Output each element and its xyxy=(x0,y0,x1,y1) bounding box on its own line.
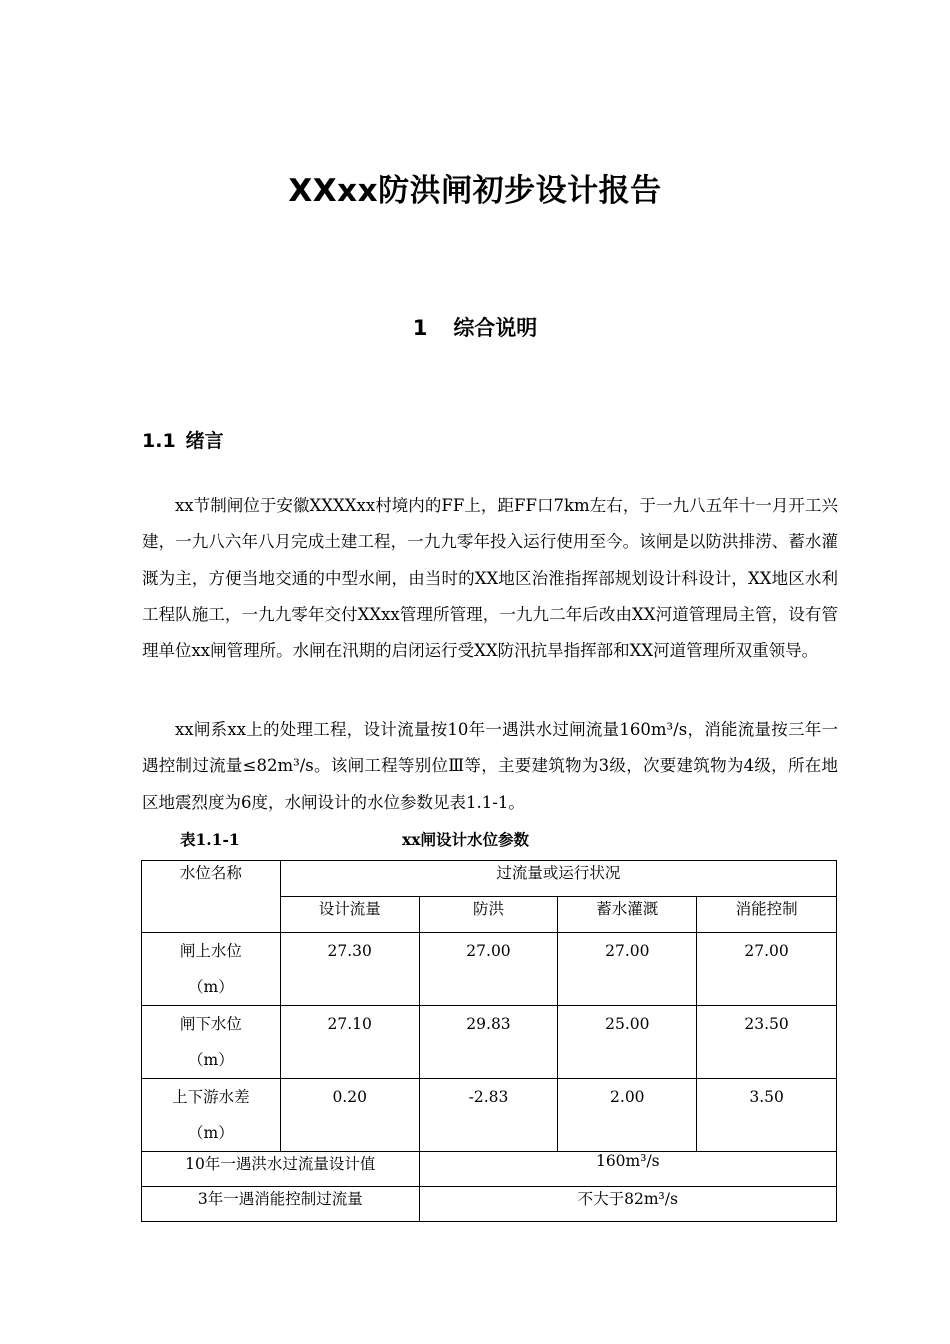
table-row xyxy=(142,1079,837,1152)
chapter-heading xyxy=(0,312,950,342)
row-unit: （m） xyxy=(188,1051,234,1069)
footer-label: 10年一遇洪水过流量设计值 xyxy=(142,1152,420,1187)
footer-value: 不大于82m³/s xyxy=(419,1187,836,1222)
column-header: 消能控制 xyxy=(697,897,837,933)
row-unit: （m） xyxy=(188,978,234,996)
table-cell: 0.20 xyxy=(280,1079,419,1152)
table-cell: 29.83 xyxy=(419,1006,558,1079)
table-cell: 23.50 xyxy=(697,1006,837,1079)
row-label: 上下游水差 xyxy=(172,1088,250,1106)
table-row xyxy=(142,1006,837,1079)
row-unit: （m） xyxy=(188,1124,234,1142)
table-cell: 27.00 xyxy=(419,933,558,1006)
header-level-name: 水位名称 xyxy=(142,861,281,933)
table-footer-row xyxy=(142,1152,837,1187)
row-label-cell xyxy=(142,1006,281,1079)
table-cell: 3.50 xyxy=(697,1079,837,1152)
table-cell: 27.00 xyxy=(697,933,837,1006)
table-caption-title: xx闸设计水位参数 xyxy=(402,830,529,849)
table-cell: -2.83 xyxy=(419,1079,558,1152)
table-row xyxy=(142,933,837,1006)
row-label: 闸下水位 xyxy=(179,1015,242,1033)
section-number: 1.1 xyxy=(142,430,176,452)
column-header: 蓄水灌溉 xyxy=(558,897,697,933)
header-group: 过流量或运行状况 xyxy=(280,861,836,897)
section-heading xyxy=(142,426,224,453)
row-label: 闸上水位 xyxy=(179,942,242,960)
column-header: 设计流量 xyxy=(280,897,419,933)
footer-label: 3年一遇消能控制过流量 xyxy=(142,1187,420,1222)
table-cell: 2.00 xyxy=(558,1079,697,1152)
table-cell: 27.30 xyxy=(280,933,419,1006)
chapter-title: 综合说明 xyxy=(453,316,538,340)
chapter-number: 1 xyxy=(412,316,428,340)
column-header: 防洪 xyxy=(419,897,558,933)
section-title: 绪言 xyxy=(185,430,224,452)
row-label-cell xyxy=(142,933,281,1006)
table-cell: 27.00 xyxy=(558,933,697,1006)
table-cell: 27.10 xyxy=(280,1006,419,1079)
paragraph-intro: xx节制闸位于安徽XXXXxx村境内的FF上，距FF口7km左右，于一九八五年十一月开工兴建，一九八六年八月完成土建工程，一九九零年投入运行使用至今。该闸是以防洪排涝、蓄水灌溉为主，方便当地交通的中型水闸，由当时的XX地区治淮指挥部规划设计科设计，XX地区水利工程队施工，一九九零年交付XXxx管理所管理，一九九二年后改由XX河道管理局主管，设有管理单位xx闸管理所。水闸在汛期的启闭运行受XX防汛抗旱指挥部和XX河道管理所双重领导。 xyxy=(142,496,838,661)
table-header-row xyxy=(142,861,837,897)
table-caption-number: 表1.1-1 xyxy=(180,830,240,849)
table-cell: 25.00 xyxy=(558,1006,697,1079)
report-title: XXxx防洪闸初步设计报告 xyxy=(288,173,662,209)
footer-value: 160m³/s xyxy=(419,1152,836,1187)
row-label-cell xyxy=(142,1079,281,1152)
paragraph-design-flow: xx闸系xx上的处理工程，设计流量按10年一遇洪水过闸流量160m³/s，消能流量按三年一遇控制过流量≤82m³/s。该闸工程等别位Ⅲ等，主要建筑物为3级，次要建筑物为4级，所在地区地震烈度为6度，水闸设计的水位参数见表1.1-1。 xyxy=(142,720,838,812)
water-level-table xyxy=(141,860,837,1222)
table-footer-row xyxy=(142,1187,837,1222)
